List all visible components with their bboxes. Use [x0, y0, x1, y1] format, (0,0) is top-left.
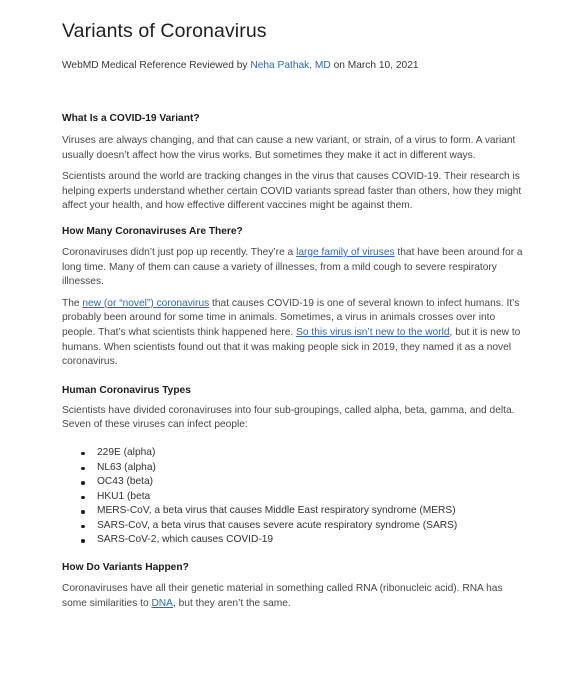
paragraph: Scientists have divided coronaviruses into four sub-groupings, called alpha, beta, gamma, and delta. Seven of these viruses can infect people: — [62, 404, 515, 431]
list-item: OC43 (beta) — [62, 475, 526, 490]
author-link[interactable]: Neha Pathak, MD — [250, 60, 331, 71]
section-heading-how-many: How Many Coronaviruses Are There? — [62, 225, 243, 237]
paragraph: Viruses are always changing, and that can cause a new variant, or strain, of a virus to form. A variant usually doesn’t affect how the virus works. But sometimes they make it act in different ways. — [62, 135, 516, 161]
paragraph — [62, 297, 526, 370]
section-heading-variant: What Is a COVID-19 Variant? — [62, 113, 200, 124]
large-family-link[interactable]: large family of viruses — [296, 246, 395, 258]
section-heading-types: Human Coronavirus Types — [62, 384, 191, 396]
byline-prefix: WebMD Medical Reference Reviewed by — [62, 60, 251, 71]
page-title: Variants of Coronavirus — [62, 20, 267, 42]
not-new-link[interactable]: So this virus isn’t new to the world — [296, 326, 450, 338]
list-item: SARS-CoV-2, which causes COVID-19 — [62, 533, 526, 548]
list-item: 229E (alpha) — [62, 446, 526, 461]
paragraph — [62, 582, 526, 611]
novel-coronavirus-link[interactable]: new (or “novel”) coronavirus — [82, 297, 210, 309]
list-item: HKU1 (beta — [62, 490, 526, 505]
text-run: Coronaviruses didn’t just pop up recently. They’re a — [62, 246, 297, 258]
paragraph — [62, 246, 526, 290]
byline — [62, 60, 526, 71]
text-run: , but it is new to humans. When scientists found out that it was making people sick in 2019, they named it as a novel coronavirus. — [62, 326, 521, 368]
list-item: SARS-CoV, a beta virus that causes severe acute respiratory syndrome (SARS) — [62, 519, 526, 534]
text-run: , but they aren’t the same. — [172, 597, 291, 609]
paragraph: Scientists around the world are tracking changes in the virus that causes COVID-19. Their research is helping experts understand whether certain COVID variants spread faster than others, how they might affect your health, and how effective different vaccines might be against them. — [62, 171, 522, 212]
text-run: The — [62, 297, 83, 309]
list-item: MERS-CoV, a beta virus that causes Middle East respiratory syndrome (MERS) — [62, 504, 526, 519]
dna-link[interactable]: DNA — [151, 597, 173, 609]
text-run: that causes COVID-19 is one of several known to infect humans. It’s probably been around for some time in animals. Sometimes, a virus in animals crosses over into people. That’s what scientists think happened here. — [62, 297, 520, 338]
section-heading-variants-happen: How Do Variants Happen? — [62, 562, 189, 574]
virus-list — [62, 446, 526, 548]
byline-date: on March 10, 2021 — [330, 60, 419, 71]
text-run: that have been around for a long time. Many of them can cause a variety of illnesses, from a mild cough to severe respiratory illnesses. — [62, 246, 523, 288]
text-run: Coronaviruses have all their genetic material in something called RNA (ribonucleic acid). RNA has some similarities to — [62, 583, 503, 609]
list-item: NL63 (alpha) — [62, 461, 526, 476]
